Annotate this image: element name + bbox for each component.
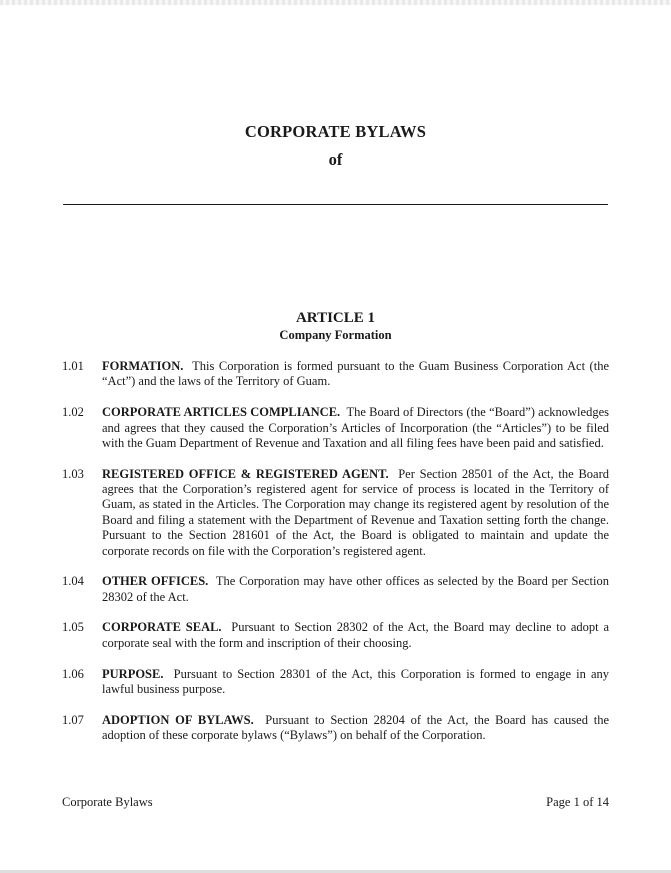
section-text: Per Section 28501 of the Act, the Board agrees that the Corporation’s registered agent for service of process is located in the Territory of Guam, as stated in the Articles. The Corporation may change its registered agent by resolution of the Board and filing a statement with the Department of Revenue and Taxation setting forth the change. Pursuant to the Section 281601 of the Act, the Board is obligated to maintain and update the corporate records on file with the Corporation’s registered agent.: [102, 466, 609, 558]
footer-page-number: Page 1 of 14: [546, 795, 609, 809]
section-heading: FORMATION.: [102, 359, 184, 373]
section-body: [102, 620, 609, 651]
section-item: [62, 574, 609, 605]
section-body: [102, 467, 609, 559]
section-item: [62, 620, 609, 651]
section-text: Pursuant to Section 28302 of the Act, the Board may decline to adopt a corporate seal with the form and inscription of their choosing.: [102, 620, 610, 650]
section-number: 1.01: [62, 359, 84, 373]
section-heading: OTHER OFFICES.: [102, 574, 209, 589]
section-body: [102, 713, 609, 744]
section-number: 1.03: [62, 466, 84, 481]
section-number: 1.04: [62, 574, 84, 589]
document-title: CORPORATE BYLAWS: [244, 122, 427, 141]
section-list: [62, 359, 609, 759]
section-heading: CORPORATE SEAL.: [102, 620, 222, 635]
section-heading: PURPOSE.: [102, 666, 164, 681]
section-text: Pursuant to Section 28301 of the Act, this Corporation is formed to engage in any lawful business purpose.: [102, 666, 609, 696]
section-number: 1.07: [62, 712, 84, 727]
section-item: [62, 405, 609, 451]
section-heading: CORPORATE ARTICLES COMPLIANCE.: [102, 405, 341, 420]
section-body: [102, 359, 609, 390]
section-heading: ADOPTION OF BYLAWS.: [102, 712, 254, 727]
section-item: [62, 713, 609, 744]
section-text: Pursuant to Section 28204 of the Act, the Board has caused the adoption of these corporate bylaws (“Bylaws”) on behalf of the Corporation.: [102, 712, 609, 743]
section-body: [102, 405, 609, 451]
section-body: [102, 574, 609, 605]
article-subtitle: Company Formation: [279, 328, 392, 342]
section-body: [102, 667, 609, 698]
section-item: [62, 467, 609, 559]
section-text: The Board of Directors (the “Board”) acknowledges and agrees that they caused the Corporation’s Articles of Incorporation (the “Articles”) to be filed with the Guam Department of Revenue and Taxation and all filing fees have been paid and satisfied.: [102, 405, 609, 450]
section-number: 1.05: [62, 620, 84, 635]
section-number: 1.06: [62, 666, 84, 681]
section-item: [62, 359, 609, 390]
section-heading: REGISTERED OFFICE & REGISTERED AGENT.: [102, 466, 389, 481]
section-text: This Corporation is formed pursuant to the Guam Business Corporation Act (the “Act”) and the laws of the Territory of Guam.: [102, 359, 609, 389]
document-subtitle: of: [328, 150, 343, 169]
section-number: 1.02: [62, 405, 84, 420]
section-text: The Corporation may have other offices as selected by the Board per Section 28302 of the Act.: [102, 574, 609, 604]
footer-document-name: Corporate Bylaws: [62, 795, 153, 809]
section-item: [62, 667, 609, 698]
article-title: ARTICLE 1: [295, 310, 376, 326]
company-name-blank-line: [63, 204, 608, 205]
